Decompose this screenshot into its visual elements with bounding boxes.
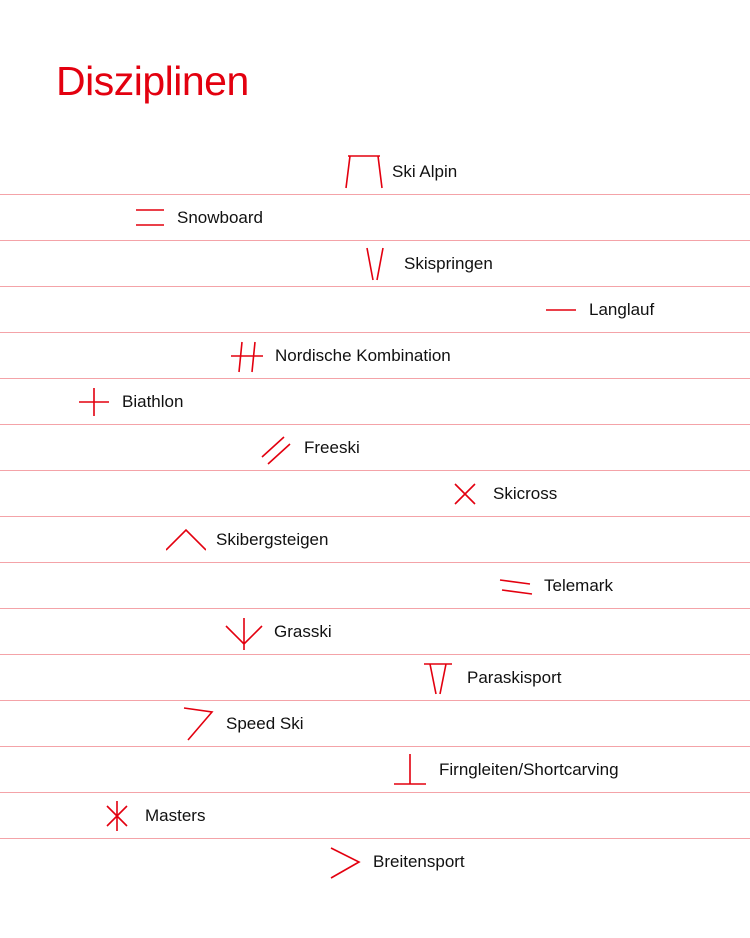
telemark-icon	[496, 566, 536, 606]
discipline-row-skibergsteigen[interactable]	[0, 517, 750, 563]
speed-ski-icon	[178, 704, 218, 744]
firngleiten-icon	[390, 750, 430, 790]
skicross-icon	[445, 474, 485, 514]
discipline-row-speed-ski[interactable]	[0, 701, 750, 747]
discipline-row-paraskisport[interactable]	[0, 655, 750, 701]
discipline-row-skicross[interactable]	[0, 471, 750, 517]
discipline-row-telemark[interactable]	[0, 563, 750, 609]
discipline-row-freeski[interactable]	[0, 425, 750, 471]
discipline-row-nordische-kombination[interactable]	[0, 333, 750, 379]
nordische-kombination-icon	[227, 336, 267, 376]
skispringen-icon	[355, 244, 395, 284]
discipline-label: Grasski	[274, 622, 332, 641]
discipline-label: Skispringen	[404, 254, 493, 273]
freeski-icon	[256, 428, 296, 468]
discipline-label: Ski Alpin	[392, 162, 458, 181]
discipline-row-skispringen[interactable]	[0, 241, 750, 287]
discipline-label: Breitensport	[373, 852, 465, 871]
discipline-label: Snowboard	[177, 208, 264, 227]
discipline-label: Langlauf	[589, 300, 655, 319]
skibergsteigen-icon	[166, 520, 206, 560]
discipline-row-breitensport[interactable]	[0, 839, 750, 885]
discipline-row-ski-alpin[interactable]	[0, 149, 750, 195]
discipline-label: Paraskisport	[467, 668, 562, 687]
discipline-label: Masters	[145, 806, 206, 825]
discipline-label: Skibergsteigen	[216, 530, 329, 549]
discipline-row-langlauf[interactable]	[0, 287, 750, 333]
discipline-row-masters[interactable]	[0, 793, 750, 839]
discipline-label: Biathlon	[122, 392, 184, 411]
discipline-label: Skicross	[493, 484, 558, 503]
masters-icon	[97, 796, 137, 836]
snowboard-icon	[130, 198, 170, 238]
discipline-label: Speed Ski	[226, 714, 304, 733]
discipline-label: Telemark	[544, 576, 613, 595]
page-title: Disziplinen	[56, 58, 249, 104]
ski-alpin-icon	[344, 152, 384, 192]
grasski-icon	[224, 612, 264, 652]
discipline-row-grasski[interactable]	[0, 609, 750, 655]
discipline-label: Freeski	[304, 438, 360, 457]
discipline-label: Firngleiten/Shortcarving	[439, 760, 619, 779]
discipline-row-firngleiten[interactable]	[0, 747, 750, 793]
discipline-label: Nordische Kombination	[275, 346, 451, 365]
breitensport-icon	[325, 842, 365, 882]
langlauf-icon	[541, 290, 581, 330]
paraskisport-icon	[418, 658, 458, 698]
discipline-row-biathlon[interactable]	[0, 379, 750, 425]
biathlon-icon	[74, 382, 114, 422]
discipline-row-snowboard[interactable]	[0, 195, 750, 241]
